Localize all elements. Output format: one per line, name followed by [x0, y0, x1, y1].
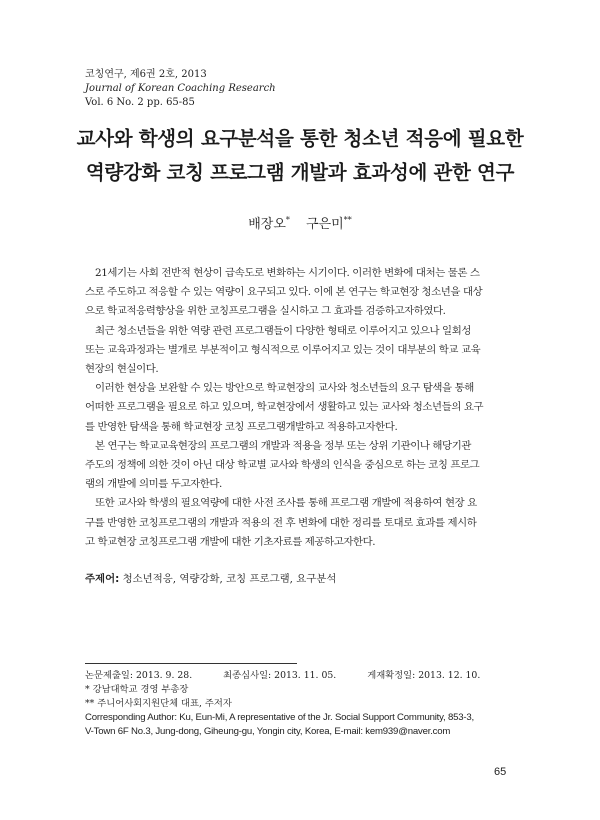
author-2	[306, 217, 352, 232]
abstract-line: 램의 개발에 의미를 두고자한다.	[85, 478, 222, 491]
author-1	[248, 217, 290, 232]
abstract-line: 본 연구는 학교교육현장의 프로그램의 개발과 적용을 정부 또는 상위 기관이나 해당기관	[95, 439, 471, 452]
author-1-name: 배장오	[248, 217, 286, 232]
corresponding-author-line-1: Corresponding Author: Ku, Eun-Mi, A representative of the Jr. Social Support Community, 853-3,	[85, 712, 474, 723]
abstract-line: 현장의 현실이다.	[85, 363, 159, 376]
abstract-line: 주도의 정책에 의한 것이 아닌 대상 학교별 교사와 학생의 인식을 중심으로 하는 코칭 프로그	[85, 459, 480, 472]
abstract-line: 어떠한 프로그램을 필요로 하고 있으며, 학교현장에서 생활하고 있는 교사와 청소년들의 요구	[85, 401, 484, 414]
abstract-line: 고 학교현장 코칭프로그램 개발에 대한 기초자료를 제공하고자한다.	[85, 535, 376, 548]
journal-info	[85, 68, 276, 110]
journal-korean-citation: 코칭연구, 제6권 2호, 2013	[85, 69, 207, 80]
footnote-divider	[85, 663, 297, 664]
page-number: 65	[494, 766, 507, 778]
corresponding-author-line-2: V-Town 6F No.3, Jung-dong, Giheung-gu, Yongin city, Korea, E-mail: kem939@naver.com	[85, 726, 451, 737]
title-line-2: 역량강화 코칭 프로그램 개발과 효과성에 관한 연구	[85, 161, 515, 184]
submission-dates	[85, 669, 525, 683]
keywords-text: 청소년적응, 역량강화, 코칭 프로그램, 요구분석	[122, 573, 337, 585]
abstract-line: 또는 교육과정과는 별개로 부분적이고 형식적으로 이루어지고 있는 것이 대부분의 학교 교육	[85, 343, 481, 356]
abstract	[85, 264, 515, 552]
abstract-line: 21세기는 사회 전반적 현상이 급속도로 변화하는 시기이다. 이러한 변화에 대처는 물론 스	[95, 267, 480, 279]
submitted-date: 논문제출일: 2013. 9. 28.	[85, 670, 193, 681]
keywords	[85, 570, 336, 585]
abstract-line: 스로 주도하고 적응할 수 있는 역량이 요구되고 있다. 이에 본 연구는 학교현장 청소년을 대상	[85, 286, 483, 299]
abstract-line: 이러한 현상을 보완할 수 있는 방안으로 학교현장의 교사와 청소년들의 요구 탐색을 통해	[95, 382, 474, 395]
accepted-date: 게재확정일: 2013. 12. 10.	[367, 670, 481, 681]
paper-title	[40, 122, 560, 190]
title-line-1: 교사와 학생의 요구분석을 통한 청소년 적응에 필요한	[76, 127, 524, 150]
abstract-line: 를 반영한 탐색을 통해 학교현장 코칭 프로그램개발하고 적용하고자한다.	[85, 420, 398, 433]
author-list	[0, 213, 600, 232]
abstract-line: 구를 반영한 코칭프로그램의 개발과 적용의 전 후 변화에 대한 정리를 토대로 효과를 제시하	[85, 516, 477, 529]
author-2-name: 구은미	[306, 217, 344, 232]
abstract-line: 최근 청소년들을 위한 역량 관련 프로그램들이 다양한 형태로 이루어지고 있으나 일회성	[95, 324, 471, 337]
abstract-line: 으로 학교적응력향상을 위한 코칭프로그램을 실시하고 그 효과를 검증하고자하였다.	[85, 305, 446, 318]
abstract-line: 또한 교사와 학생의 필요역량에 대한 사전 조사를 통해 프로그램 개발에 적용하여 현장 요	[95, 497, 477, 510]
author-1-mark: *	[285, 215, 290, 225]
footnote-author-2: ** 주니어사회지원단체 대표, 주저자	[85, 698, 232, 709]
journal-english-name: Journal of Korean Coaching Research	[85, 83, 276, 94]
footnotes	[85, 669, 525, 739]
footnote-author-1: * 강남대학교 경영 부총장	[85, 684, 189, 695]
reviewed-date: 최종심사일: 2013. 11. 05.	[223, 670, 337, 681]
keywords-label: 주제어:	[85, 573, 120, 585]
journal-volume: Vol. 6 No. 2 pp. 65-85	[85, 97, 195, 108]
author-2-mark: **	[343, 215, 352, 225]
